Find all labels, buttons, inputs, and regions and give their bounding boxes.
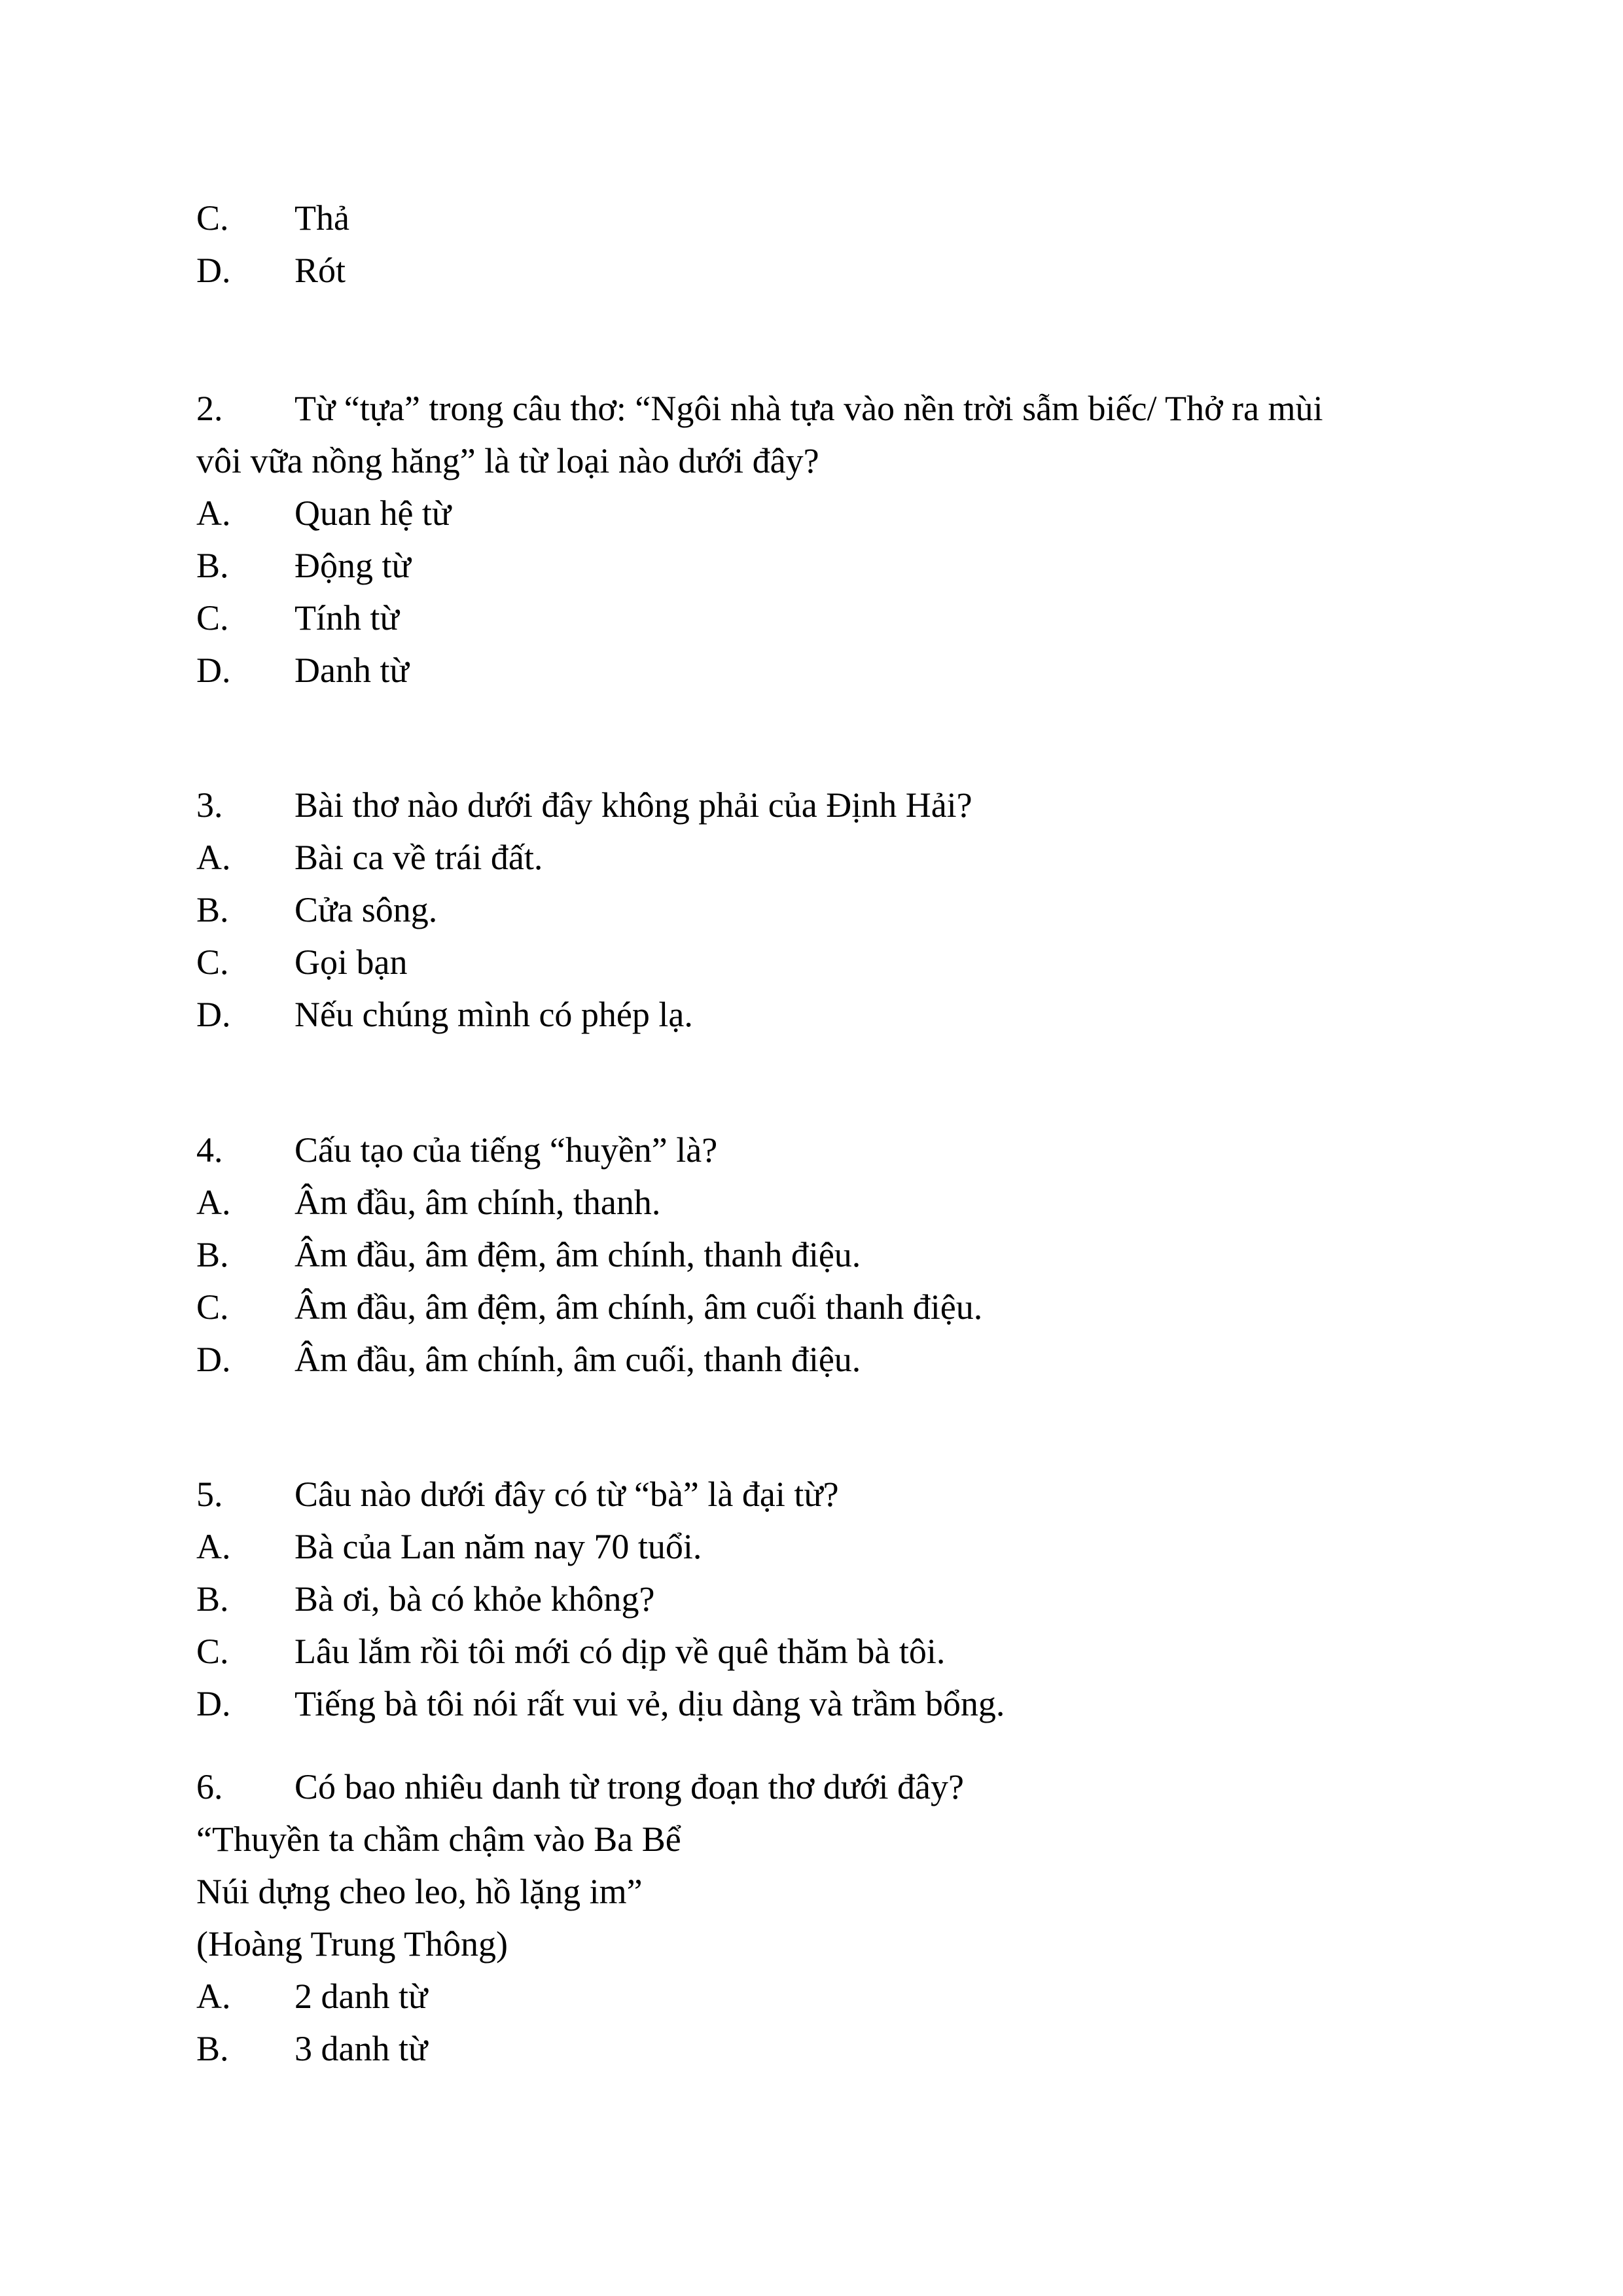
question-number: 5.: [196, 1475, 223, 1514]
option-letter: D.: [196, 995, 231, 1034]
option-text: 3 danh từ: [294, 2029, 428, 2068]
option-letter: B.: [196, 1579, 229, 1619]
option-letter: C.: [196, 198, 229, 238]
option-text: Lâu lắm rồi tôi mới có dịp về quê thăm bà tôi.: [294, 1632, 946, 1671]
option-letter: D.: [196, 1340, 231, 1379]
option-letter: C.: [196, 942, 229, 982]
option-text: Âm đầu, âm chính, âm cuối, thanh điệu.: [294, 1340, 861, 1379]
option-text: Tiếng bà tôi nói rất vui vẻ, dịu dàng và trầm bổng.: [294, 1684, 1005, 1723]
option-text: Bà ơi, bà có khỏe không?: [294, 1579, 655, 1619]
option-letter: C.: [196, 1632, 229, 1671]
option-text: Rót: [294, 251, 346, 290]
option-text: Quan hệ từ: [294, 493, 452, 533]
option-letter: A.: [196, 838, 231, 877]
option-letter: A.: [196, 1527, 231, 1566]
option-text: Gọi bạn: [294, 942, 408, 982]
option-letter: D.: [196, 251, 231, 290]
poem-line: “Thuyền ta chầm chậm vào Ba Bể: [196, 1820, 681, 1859]
question-text-continued: vôi vữa nồng hăng” là từ loại nào dưới đây?: [196, 441, 819, 480]
option-text: Tính từ: [294, 598, 399, 637]
option-letter: D.: [196, 1684, 231, 1723]
question-text: Bài thơ nào dưới đây không phải của Định Hải?: [294, 785, 972, 825]
option-letter: B.: [196, 546, 229, 585]
option-text: Nếu chúng mình có phép lạ.: [294, 995, 693, 1034]
option-text: Cửa sông.: [294, 890, 438, 929]
question-text: Có bao nhiêu danh từ trong đoạn thơ dưới đây?: [294, 1767, 964, 1806]
question-number: 4.: [196, 1130, 223, 1170]
option-letter: B.: [196, 2029, 229, 2068]
option-letter: C.: [196, 598, 229, 637]
question-text: Từ “tựa” trong câu thơ: “Ngôi nhà tựa vào nền trời sẫm biếc/ Thở ra mùi: [294, 389, 1323, 428]
option-text: Bài ca về trái đất.: [294, 838, 543, 877]
option-letter: B.: [196, 1235, 229, 1274]
option-letter: A.: [196, 1183, 231, 1222]
question-number: 2.: [196, 389, 223, 428]
question-text: Câu nào dưới đây có từ “bà” là đại từ?: [294, 1475, 839, 1514]
option-letter: C.: [196, 1287, 229, 1327]
option-text: 2 danh từ: [294, 1977, 428, 2016]
question-number: 6.: [196, 1767, 223, 1806]
question-number: 3.: [196, 785, 223, 825]
option-text: Danh từ: [294, 651, 409, 690]
option-text: Âm đầu, âm chính, thanh.: [294, 1183, 661, 1222]
option-letter: D.: [196, 651, 231, 690]
option-letter: B.: [196, 890, 229, 929]
option-letter: A.: [196, 1977, 231, 2016]
option-text: Âm đầu, âm đệm, âm chính, âm cuối thanh điệu.: [294, 1287, 983, 1327]
option-letter: A.: [196, 493, 231, 533]
question-text: Cấu tạo của tiếng “huyền” là?: [294, 1130, 718, 1170]
option-text: Thả: [294, 198, 349, 238]
option-text: Động từ: [294, 546, 411, 585]
option-text: Âm đầu, âm đệm, âm chính, thanh điệu.: [294, 1235, 861, 1274]
option-text: Bà của Lan năm nay 70 tuổi.: [294, 1527, 702, 1566]
poem-author: (Hoàng Trung Thông): [196, 1924, 508, 1964]
poem-line: Núi dựng cheo leo, hồ lặng im”: [196, 1872, 643, 1911]
